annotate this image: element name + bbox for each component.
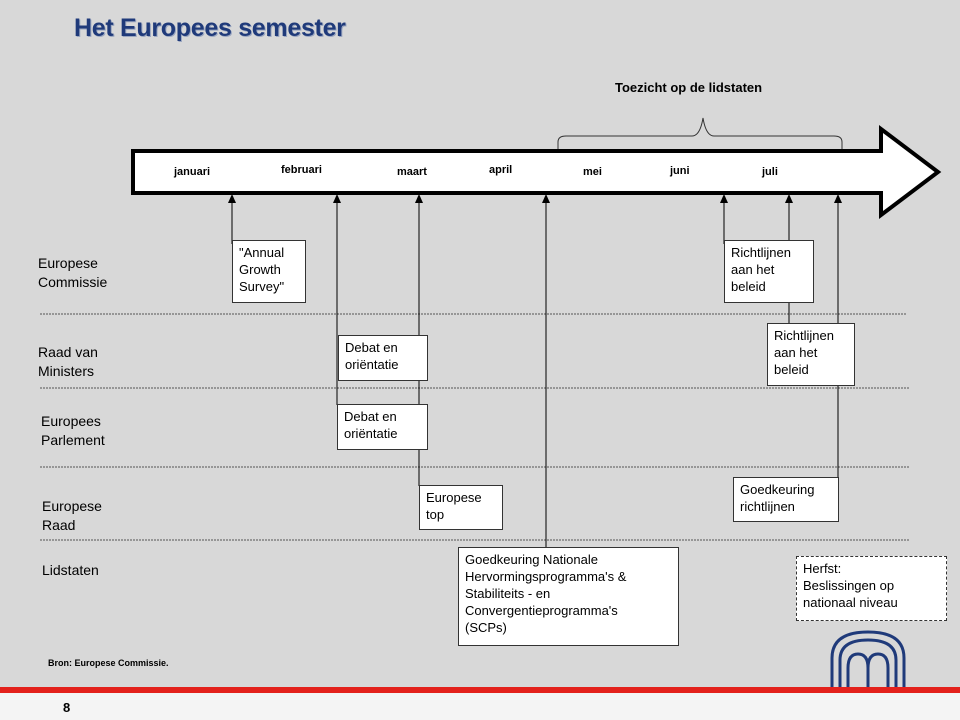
- autumn-decisions-box: Herfst: Beslissingen op nationaal niveau: [796, 556, 947, 621]
- annual-growth-survey-box: "Annual Growth Survey": [232, 240, 306, 303]
- month-label: juli: [762, 166, 778, 178]
- council-guidelines-box: Richtlijnen aan het beleid: [767, 323, 855, 386]
- footer-bar: [0, 693, 960, 720]
- arrow-head: [542, 194, 550, 203]
- arrow-head: [415, 194, 423, 203]
- arrow-head: [720, 194, 728, 203]
- row-label-european-parliament: Europees Parlement: [41, 413, 105, 448]
- council-approval-box: Goedkeuring richtlijnen: [733, 477, 839, 522]
- supervision-label: Toezicht op de lidstaten: [615, 80, 763, 95]
- row-label-member-states: Lidstaten: [42, 562, 99, 578]
- month-label: januari: [174, 166, 211, 178]
- parliament-debate-box: Debat en oriëntatie: [337, 404, 428, 450]
- page-title: Het Europees semester: [74, 14, 346, 42]
- row-label-european-commission: Europese Commissie: [38, 255, 108, 290]
- month-label: mei: [583, 166, 602, 178]
- institution-logo: [828, 628, 908, 690]
- month-label: april: [489, 164, 513, 176]
- council-debate-box: Debat en oriëntatie: [338, 335, 428, 381]
- arrow-head: [228, 194, 236, 203]
- row-label-european-council: Europese Raad: [42, 498, 102, 533]
- month-label: maart: [397, 166, 427, 178]
- row-label-council-of-ministers: Raad van Ministers: [38, 344, 98, 379]
- arrow-head: [834, 194, 842, 203]
- arrow-head: [785, 194, 793, 203]
- page-number: 8: [63, 700, 71, 715]
- commission-guidelines-box: Richtlijnen aan het beleid: [724, 240, 814, 303]
- month-label: juni: [670, 165, 690, 177]
- european-summit-box: Europese top: [419, 485, 503, 530]
- arrow-head: [333, 194, 341, 203]
- member-states-approval-box: Goedkeuring Nationale Hervormingsprogramma's & Stabiliteits - en Convergentieprogramma's (SCPs): [458, 547, 679, 646]
- source-note: Bron: Europese Commissie.: [48, 658, 169, 668]
- month-label: februari: [281, 164, 322, 176]
- timeline-arrow: [133, 129, 938, 215]
